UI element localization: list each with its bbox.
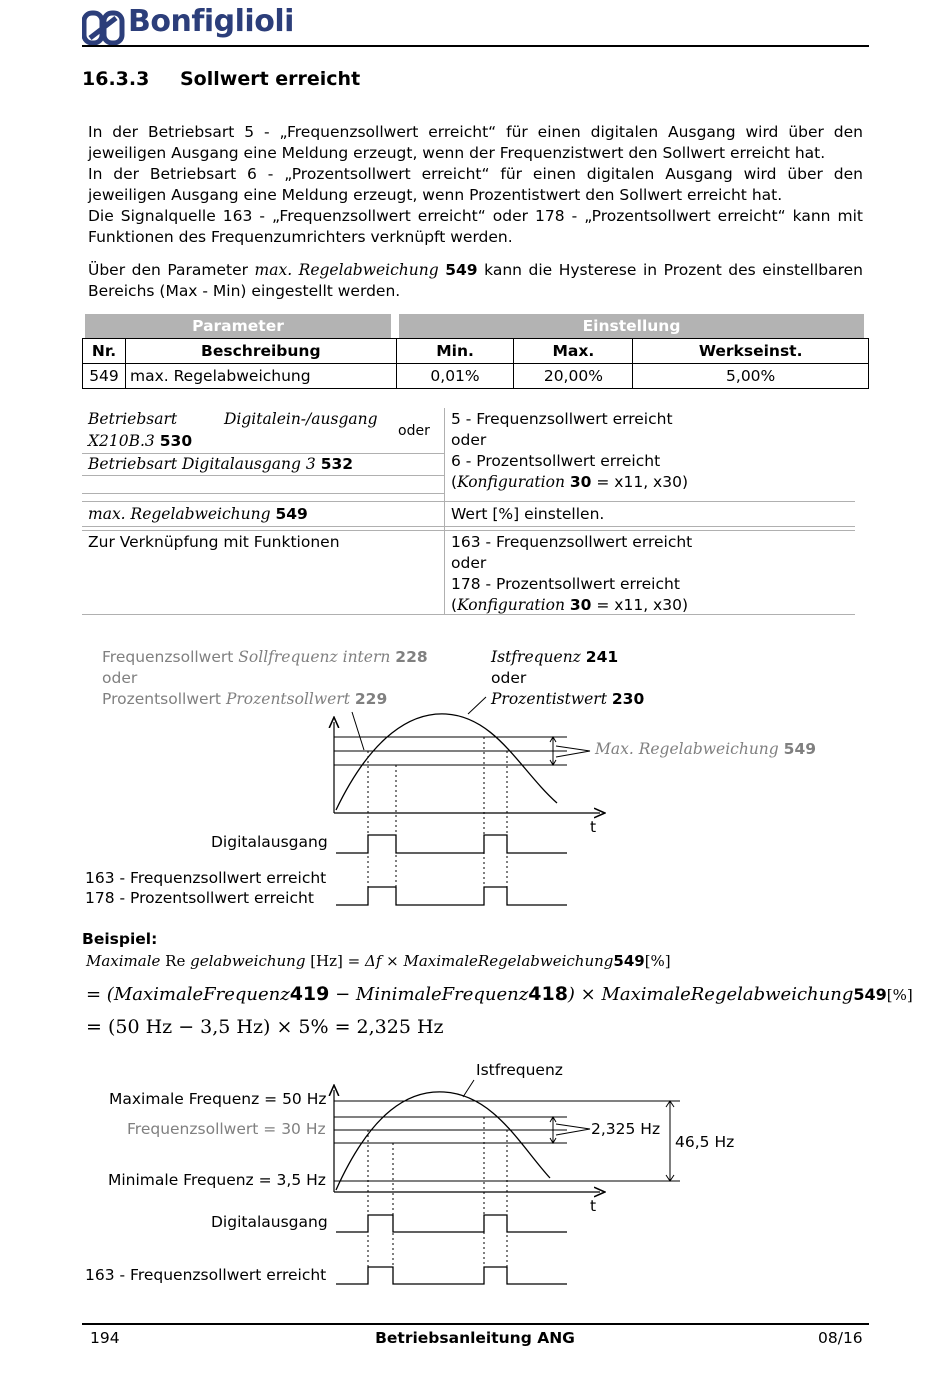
cfg-r3-right: Wert [%] einstellen.: [451, 505, 605, 523]
cfg-konfig-num: 30: [569, 596, 592, 614]
diag1-left-l1-num: 228: [395, 648, 428, 666]
diag1-t-label: t: [590, 818, 597, 836]
formula-3: = (50 Hz − 3,5 Hz) × 5% = 2,325 Hz: [86, 1016, 444, 1038]
cfg-right1-l3: 6 - Prozentsollwert erreicht: [451, 452, 661, 470]
diag2-min-label: Minimale Frequenz = 3,5 Hz: [108, 1171, 326, 1189]
intro-p4-param: max. Regelabweichung: [254, 261, 439, 279]
cfg-right1-l1: 5 - Frequenzsollwert erreicht: [451, 410, 673, 428]
cfg-r1-num: 530: [159, 432, 193, 450]
diag2-ist-leader: [463, 1080, 474, 1097]
f2-num1: 419: [289, 983, 330, 1005]
diag1-left-l2: oder: [102, 669, 138, 687]
cell-max: 20,00%: [514, 364, 633, 389]
example-title: Beispiel:: [82, 930, 158, 948]
diag2-max-label: Maximale Frequenz = 50 Hz: [109, 1090, 327, 1108]
footer-page: 194: [90, 1329, 120, 1347]
diag1-left-l1-it: Sollfrequenz intern: [238, 648, 391, 666]
cfg-konfig: Konfiguration: [457, 473, 565, 491]
diag2-range-label: 46,5 Hz: [675, 1133, 735, 1151]
diag2-t-label: t: [590, 1197, 597, 1215]
footer-doc: Betriebsanleitung ANG: [375, 1329, 575, 1347]
diag1-sig1-label: 163 - Frequenzsollwert erreicht: [85, 869, 327, 887]
diag2-sig1-label: 163 - Frequenzsollwert erreicht: [85, 1266, 327, 1284]
col-max: Max.: [514, 339, 633, 364]
cfg-right1-l2: oder: [451, 431, 487, 449]
diag2-sig-signal: [336, 1267, 567, 1284]
cfg-r3-num: 549: [275, 505, 308, 523]
f2-num2: 418: [528, 983, 568, 1005]
col-beschreibung: Beschreibung: [125, 339, 396, 364]
intro-p1: In der Betriebsart 5 - „Frequenzsollwert erreicht“ für einen digitalen Ausgang wird über den jeweiligen Ausgang eine Meldung erzeugt, wenn der Frequenzistwert den Sollwert erreicht hat.: [88, 123, 863, 162]
intro-p4-num: 549: [445, 261, 478, 279]
diag1-left-l3-it: Prozentsollwert: [225, 690, 350, 708]
cfg-r2-a: Betriebsart Digitalausgang 3: [88, 455, 316, 473]
cfg-konfig-num: 30: [569, 473, 592, 491]
f2-c: ) × MaximaleRegelabweichung: [567, 984, 854, 1005]
einstellung-group-header: Einstellung: [399, 314, 864, 338]
diag1-hyst-it: Max. Regelabweichung: [595, 740, 779, 758]
section-number: 16.3.3: [82, 68, 150, 90]
diag2-soll-label: Frequenzsollwert = 30 Hz: [127, 1120, 326, 1138]
footer-date: 08/16: [818, 1329, 863, 1347]
cfg-r4-l1: 163 - Frequenzsollwert erreicht: [451, 533, 693, 551]
diag1-right-l3-it: Prozentistwert: [491, 690, 607, 708]
footer-rule: [82, 1323, 869, 1325]
col-werkseinst: Werkseinst.: [633, 339, 869, 364]
f2-num3: 549: [853, 985, 887, 1004]
f1-a: Maximale: [86, 952, 166, 970]
cfg-r3-a: max. Regelabweichung: [88, 505, 271, 523]
cell-nr: 549: [83, 364, 126, 389]
cfg-konfig: Konfiguration: [457, 596, 565, 614]
section-title: Sollwert erreicht: [180, 68, 361, 90]
diag2-range-marker: [666, 1101, 674, 1181]
diag2-dotted: [368, 1117, 507, 1283]
brand-name: Bonfiglioli: [128, 4, 294, 39]
diag1-right-l3-num: 230: [611, 690, 645, 708]
cfg-r4-left: Zur Verknüpfung mit Funktionen: [88, 533, 340, 551]
diag1-dig-label: Digitalausgang: [211, 833, 328, 851]
col-nr: Nr.: [83, 339, 126, 364]
cfg-r2-num: 532: [320, 455, 354, 473]
cfg-konfig-post: = x11, x30): [591, 473, 688, 491]
diag2-dig-signal: [336, 1215, 567, 1232]
col-min: Min.: [396, 339, 514, 364]
diag2-ist-label: Istfrequenz: [476, 1061, 563, 1079]
f2-b: − MinimaleFrequenz: [329, 984, 529, 1005]
diag2-hyst-label: 2,325 Hz: [591, 1120, 661, 1138]
f1-num: 549: [613, 952, 645, 970]
diag1-right-l1-num: 241: [585, 648, 619, 666]
diag1-sig2-label: 178 - Prozentsollwert erreicht: [85, 889, 314, 907]
intro-p4-post: kann die Hysterese in Prozent des einstellbaren Bereichs (Max - Min) eingestellt werden.: [88, 261, 863, 300]
cfg-konfig-post: = x11, x30): [591, 596, 688, 614]
cfg-r4-l2: oder: [451, 554, 487, 572]
f2-a: = (MaximaleFrequenz: [86, 984, 290, 1005]
diag1-right-l1-it: Istfrequenz: [491, 648, 581, 666]
f1-c: gelabweichung: [185, 952, 311, 970]
diag2-axes: [334, 1090, 600, 1192]
cfg-oder: oder: [398, 423, 430, 439]
f1-e: = Δf × MaximaleRegelabweichung: [342, 952, 614, 970]
diag1-left-l3-pre: Prozentsollwert: [102, 690, 226, 708]
intro-p4-pre: Über den Parameter: [88, 261, 255, 279]
diag1-hyst-num: 549: [783, 740, 817, 758]
cell-werkseinst: 5,00%: [633, 364, 869, 389]
cfg-paren: (: [451, 473, 458, 491]
f1-b: Re: [165, 952, 186, 970]
intro-p3: Die Signalquelle 163 - „Frequenzsollwert erreicht“ oder 178 - „Prozentsollwert erreicht“ kann mit Funktionen des Frequenzumrichters verknüpft werden.: [88, 207, 863, 246]
cfg-r1-b: Digitalein-/ausgang: [224, 410, 378, 428]
f1-d: [Hz]: [310, 952, 343, 970]
cell-beschreibung: max. Regelabweichung: [125, 364, 396, 389]
diag1-left-l3-num: 229: [354, 690, 388, 708]
cfg-paren: (: [451, 596, 458, 614]
f1-f: [%]: [644, 952, 671, 970]
intro-p2: In der Betriebsart 6 - „Prozentsollwert erreicht“ für einen digitalen Ausgang wird über den jeweiligen Ausgang eine Meldung erzeugt, wenn Prozentistwert den Sollwert erreicht hat.: [88, 165, 863, 204]
cfg-r4-l3: 178 - Prozentsollwert erreicht: [451, 575, 680, 593]
cfg-r1-c-text: X210B.3: [88, 432, 155, 450]
f2-d: [%]: [886, 986, 913, 1004]
cell-min: 0,01%: [396, 364, 514, 389]
param-group-header: Parameter: [85, 314, 391, 338]
diag1-right-l2: oder: [491, 669, 527, 687]
diag2-dig-label: Digitalausgang: [211, 1213, 328, 1231]
diag1-left-l1-pre: Frequenzsollwert: [102, 648, 239, 666]
cfg-r1-a: Betriebsart: [88, 410, 178, 428]
